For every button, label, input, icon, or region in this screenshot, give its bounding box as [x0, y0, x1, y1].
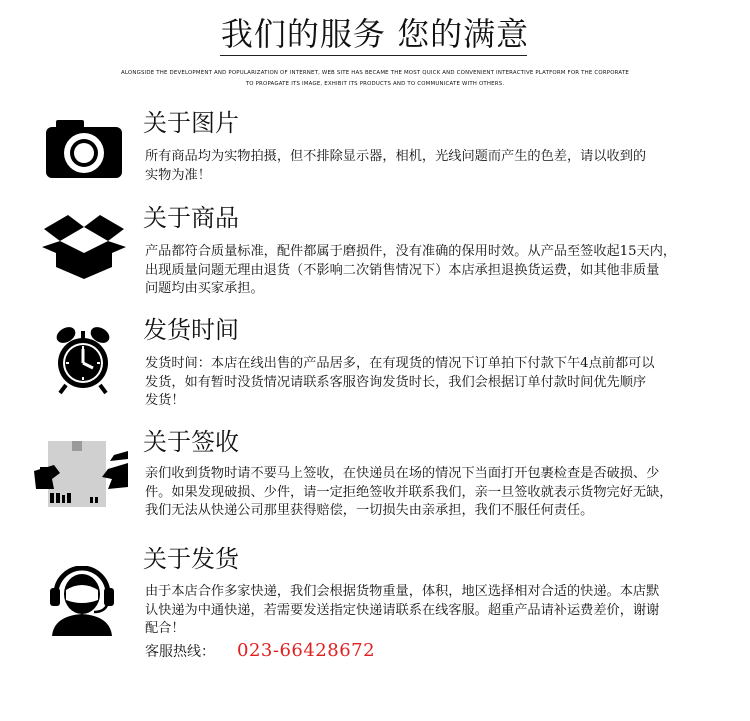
package-handover-icon — [32, 439, 132, 519]
text-line: 问题均由买家承担。 — [145, 281, 264, 296]
title-underline — [220, 55, 527, 56]
open-box-icon — [32, 213, 132, 293]
section-title: 关于商品 — [143, 204, 239, 232]
text-line: 发货时间：本店在线出售的产品居多，在有现货的情况下订单拍下付款下午4点前都可以 — [145, 356, 655, 371]
text-line: 配合！ — [145, 621, 185, 636]
page-title: 我们的服务 您的满意 — [220, 15, 530, 53]
section-text — [145, 583, 705, 639]
subtitle-line-1: ALONGSIDE THE DEVELOPMENT AND POPULARIZATION OF INTERNET, WEB SITE HAS BECAME THE MOST QUICK AND CONVENIENT INTERACTIVE PLATFORM FOR THE CORPORATE — [121, 70, 629, 76]
customer-hotline — [145, 641, 375, 662]
camera-icon — [32, 116, 132, 196]
text-line: 实物为准！ — [145, 167, 211, 183]
section-title: 关于发货 — [143, 545, 239, 573]
subtitle-line-2: TO PROPAGATE ITS IMAGE, EXHIBIT ITS PRODUCTS AND TO COMMUNICATE WITH OTHERS. — [245, 81, 505, 87]
hotline-number[interactable]: 023-66428672 — [237, 640, 376, 661]
text-line: 出现质量问题无理由退货（不影响二次销售情况下）本店承担退换货运费，如其他非质量 — [145, 262, 660, 278]
text-line: 所有商品均为实物拍摄，但不排除显示器，相机，光线问题而产生的色差，请以收到的 — [145, 149, 647, 164]
section-title: 关于图片 — [143, 109, 239, 137]
section-text — [145, 355, 705, 411]
hotline-label: 客服热线： — [145, 644, 215, 660]
section-text — [145, 243, 705, 299]
page-subtitle — [60, 68, 690, 90]
text-line: 发货！ — [145, 393, 185, 408]
headset-agent-icon — [32, 566, 132, 646]
alarm-clock-icon — [32, 327, 132, 407]
text-line: 产品都符合质量标准，配件都属于磨损件，没有准确的保用时效。从产品至签收起15天内， — [145, 244, 677, 259]
section-text — [145, 148, 705, 185]
section-title: 发货时间 — [143, 316, 239, 344]
text-line: 认快递为中通快递，若需要发送指定快递请联系在线客服。超重产品请补运费差价，谢谢 — [145, 602, 660, 618]
section-text — [145, 465, 705, 521]
text-line: 发货，如有暂时没货情况请联系客服咨询发货时长，我们会根据订单付款时间优先顺序 — [145, 374, 647, 390]
text-line: 由于本店合作多家快递，我们会根据货物重量，体积，地区选择相对合适的快递。本店默 — [145, 584, 660, 599]
section-title: 关于签收 — [143, 428, 239, 456]
text-line: 我们无法从快递公司那里获得赔偿，一切损失由亲承担，我们不服任何责任。 — [145, 503, 594, 518]
text-line: 亲们收到货物时请不要马上签收，在快递员在场的情况下当面打开包裹检查是否破损、少 — [145, 466, 660, 481]
text-line: 件。如果发现破损、少件，请一定拒绝签收并联系我们，亲一旦签收就表示货物完好无缺， — [145, 484, 673, 500]
